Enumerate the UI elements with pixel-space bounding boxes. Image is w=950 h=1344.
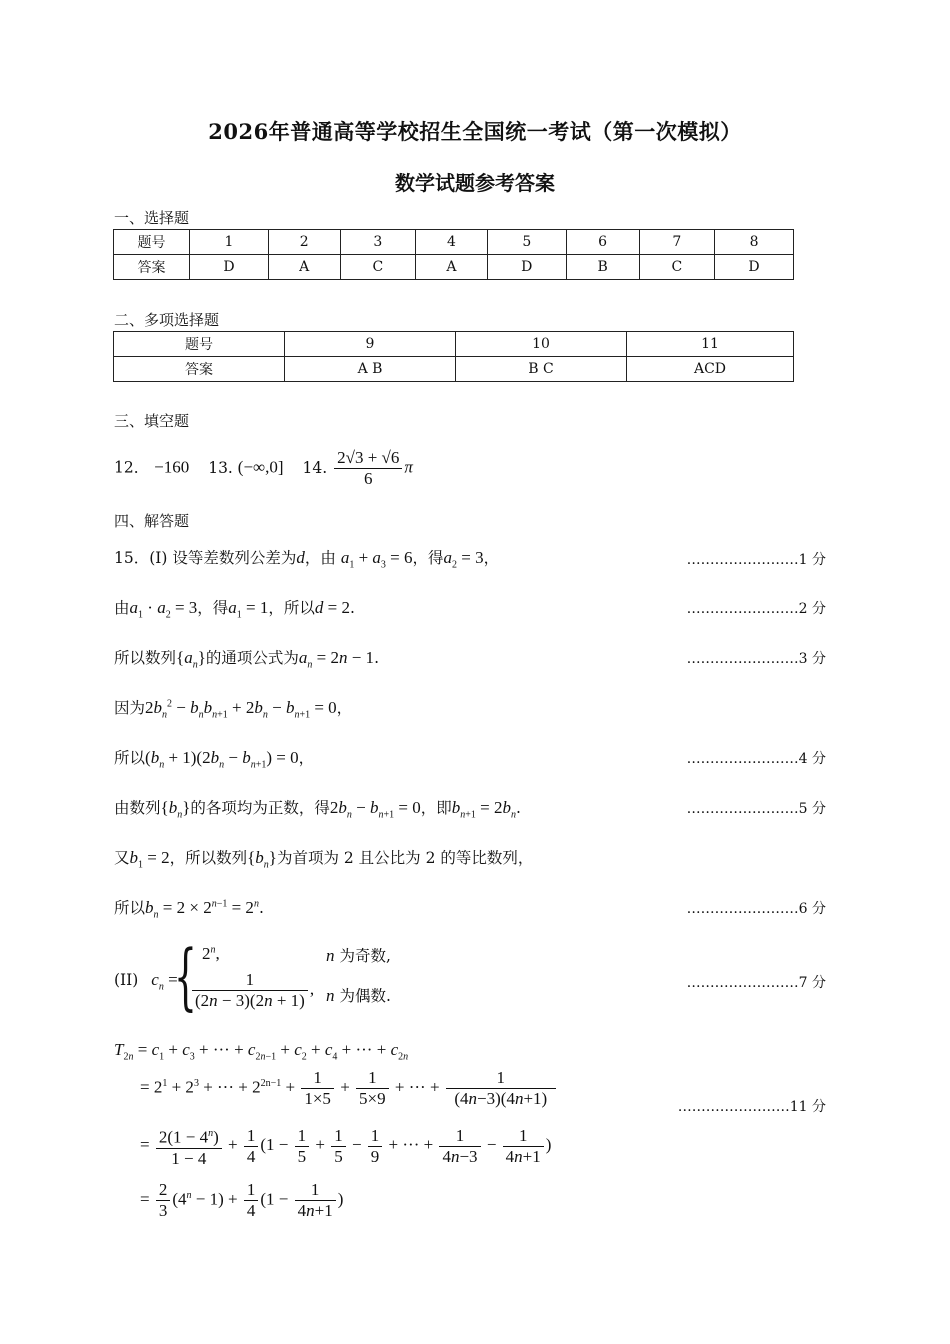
table-cell: 答案 bbox=[114, 357, 285, 382]
table-cell: B C bbox=[456, 357, 627, 382]
table-cell: 答案 bbox=[114, 255, 190, 280]
text: ，得 bbox=[197, 599, 229, 617]
fill-in-answers bbox=[114, 448, 413, 489]
table-cell: B bbox=[566, 255, 639, 280]
table-cell: 题号 bbox=[114, 230, 190, 255]
table-cell: 8 bbox=[715, 230, 794, 255]
part-two-label: (II) $c_n$ = bbox=[114, 970, 178, 993]
score-8: ……………………11 分 bbox=[677, 1099, 826, 1115]
q13-answer: (−∞,0] bbox=[237, 457, 284, 477]
solution-line-1: 15．(I) 设等差数列公差为d，由 $a_1 + a_3 = 6$，得$a_2 = 3$， bbox=[114, 548, 500, 571]
q14-numerator: 2√3 + √6 bbox=[334, 448, 402, 469]
text: ，由 bbox=[304, 549, 336, 567]
left-brace: { bbox=[174, 934, 197, 1018]
table-row bbox=[114, 332, 794, 357]
table-cell: D bbox=[487, 255, 566, 280]
table-row bbox=[114, 357, 794, 382]
table-cell: 题号 bbox=[114, 332, 285, 357]
text: 为偶数. bbox=[339, 987, 391, 1005]
solution-line-4: 因为$2b_n^2 - b_nb_{n+1} + 2b_n - b_{n+1} = 0$， bbox=[114, 698, 353, 721]
text: 的各项均为正数，得 bbox=[190, 799, 330, 817]
text: 为奇数, bbox=[339, 947, 391, 965]
case-odd-cond: n 为奇数, bbox=[326, 946, 391, 965]
answer-table-1 bbox=[113, 229, 794, 280]
table-cell: D bbox=[715, 255, 794, 280]
q13-label: 13. bbox=[208, 458, 233, 477]
sum-line-3: = $\frac{2(1 - 4^n)}{1 - 4}$ + $\frac{1}{4}$ (1 − $\frac{1}{5}$ + $\frac{1}{5}$ − $\frac{1}{9}$ + ··· + $\frac{1}{4n-3}$ − $\frac{1}{4n+1}$ ) bbox=[140, 1125, 552, 1168]
solution-line-3: 所以数列$\{a_n\}$的通项公式为$a_n = 2n - 1$. bbox=[114, 648, 379, 671]
text: 由数列 bbox=[114, 799, 161, 817]
score-1: ……………………1 分 bbox=[686, 552, 826, 568]
table-cell: A bbox=[268, 255, 340, 280]
page-title: 2026年普通高等学校招生全国统一考试（第一次模拟） bbox=[208, 119, 742, 144]
table-cell: ACD bbox=[627, 357, 794, 382]
q12-answer: −160 bbox=[154, 457, 190, 477]
table-cell: 7 bbox=[639, 230, 715, 255]
score-2: ……………………2 分 bbox=[686, 601, 826, 617]
score-7: ……………………7 分 bbox=[686, 975, 826, 991]
section-heading-1: 一、选择题 bbox=[114, 209, 190, 227]
solution-line-5: 所以$(b_n + 1)(2b_n - b_{n+1}) = 0$， bbox=[114, 748, 315, 771]
sum-line-2: = $2^1 + 2^3$ + ··· + $2^{2n-1}$ + $\frac{1}{1\times 5}$ + $\frac{1}{5\times 9}$ + ··· + $\frac{1}{(4n-3)(4n+1)}$ bbox=[140, 1068, 558, 1109]
case-even-value: $\frac{1}{(2n - 3)(2n + 1)}$ , bbox=[190, 970, 314, 1011]
table-cell: 11 bbox=[627, 332, 794, 357]
q12-label: 12． bbox=[114, 458, 150, 477]
answer-table-2 bbox=[113, 331, 794, 382]
text: 的通项公式为 bbox=[205, 649, 299, 667]
solution-line-2: 由$a_1 \cdot a_2 = 3$，得$a_1 = 1$，所以d = 2. bbox=[114, 598, 355, 621]
text: 由 bbox=[114, 599, 130, 617]
table-cell: A bbox=[416, 255, 488, 280]
section-heading-2: 二、多项选择题 bbox=[114, 311, 220, 329]
text: ，得 bbox=[412, 549, 444, 567]
table-cell: C bbox=[639, 255, 715, 280]
table-cell: 2 bbox=[268, 230, 340, 255]
table-cell: 4 bbox=[416, 230, 488, 255]
table-cell: 6 bbox=[566, 230, 639, 255]
solution-line-8: 所以$b_n = 2 \times 2^{n-1} = 2^n$. bbox=[114, 898, 264, 921]
text: ，所以数列 bbox=[169, 849, 248, 867]
text: 所以数列 bbox=[114, 649, 177, 667]
text: 15．(I) 设等差数列公差为 bbox=[114, 549, 297, 567]
score-5: ……………………5 分 bbox=[686, 801, 826, 817]
table-cell: 10 bbox=[456, 332, 627, 357]
q14-denominator: 6 bbox=[363, 469, 373, 488]
text: 为首项为 2 且公比为 2 的等比数列， bbox=[276, 849, 534, 867]
table-cell: 3 bbox=[340, 230, 416, 255]
sum-line-4: = $\frac{2}{3}$ $(4^n - 1)$ + $\frac{1}{4}$ (1 − $\frac{1}{4n+1}$ ) bbox=[140, 1180, 344, 1220]
table-cell: A B bbox=[285, 357, 456, 382]
text: 因为 bbox=[114, 699, 146, 717]
table-cell: 5 bbox=[487, 230, 566, 255]
text: (II) bbox=[114, 971, 139, 989]
text: 又 bbox=[114, 849, 130, 867]
sum-line-1: $T_{2n} = c_1 + c_3$ + ··· + $c_{2n-1} + c_2 + c_4$ + ··· + $c_{2n}$ bbox=[114, 1040, 409, 1063]
table-cell: D bbox=[190, 255, 269, 280]
text: 所以 bbox=[114, 749, 146, 767]
case-odd-value: 2$^n$, bbox=[202, 944, 220, 963]
table-row bbox=[114, 230, 794, 255]
solution-line-7: 又$b_1 = 2$，所以数列$\{b_n\}$为首项为 2 且公比为 2 的等比数列， bbox=[114, 848, 534, 871]
score-3: ……………………3 分 bbox=[686, 651, 826, 667]
table-cell: 9 bbox=[285, 332, 456, 357]
table-cell: C bbox=[340, 255, 416, 280]
section-heading-3: 三、填空题 bbox=[114, 412, 190, 430]
solution-line-6: 由数列$\{b_n\}$的各项均为正数，得$2b_n - b_{n+1} = 0$，即$b_{n+1} = 2b_n$. bbox=[114, 798, 521, 821]
case-even-cond: n 为偶数. bbox=[326, 986, 391, 1005]
q14-pi: π bbox=[404, 457, 413, 477]
page-subtitle: 数学试题参考答案 bbox=[395, 171, 555, 195]
q14-label: 14. bbox=[302, 458, 328, 477]
table-row bbox=[114, 255, 794, 280]
text: 所以 bbox=[114, 899, 146, 917]
score-6: ……………………6 分 bbox=[686, 901, 826, 917]
q14-fraction bbox=[334, 448, 402, 489]
text: ，所以 bbox=[268, 599, 315, 617]
text: ，即 bbox=[420, 799, 452, 817]
section-heading-4: 四、解答题 bbox=[114, 512, 190, 530]
table-cell: 1 bbox=[190, 230, 269, 255]
score-4: ……………………4 分 bbox=[686, 751, 826, 767]
